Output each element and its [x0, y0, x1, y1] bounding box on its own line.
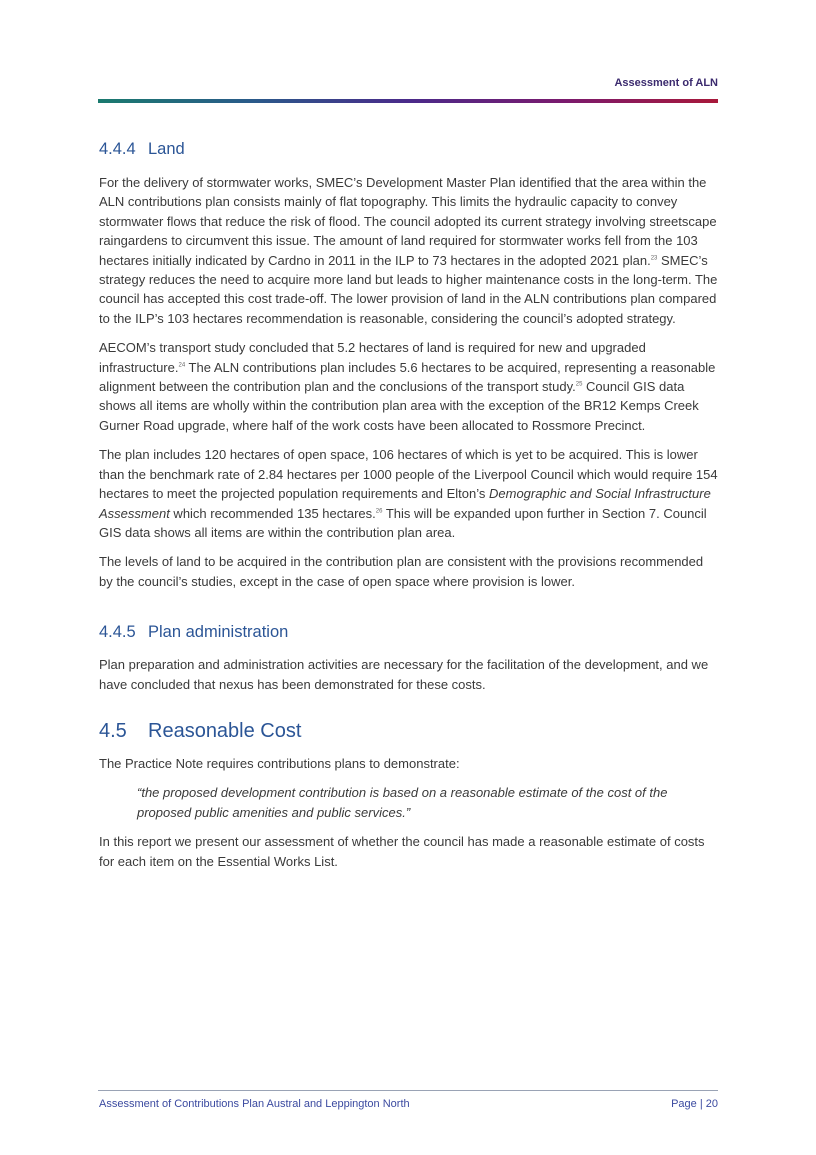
text: For the delivery of stormwater works, SMEC’s Development Master Plan identified that the area within the ALN contributions plan consists mainly of flat topography. This limits the hydraulic capacity to convey stormwater flows that reduce the risk of flood. The council adopted its current strategy involving streetscape raingardens to circumvent this issue. The amount of land required for stormwater works fell from the 103 hectares initially indicated by Cardno in 2011 in the ILP to 73 hectares in the adopted 2021 plan. — [99, 175, 717, 268]
paragraph-report-assessment: In this report we present our assessment of whether the council has made a reasonable estimate of costs for each item on the Essential Works List. — [99, 834, 705, 869]
heading-number: 4.4.5 — [99, 623, 136, 642]
italic-title: Demographic and Social Infrastructure Assessment — [99, 486, 711, 521]
paragraph-land-stormwater — [99, 173, 719, 328]
paragraph-land-conclusion: The levels of land to be acquired in the contribution plan are consistent with the provisions recommended by the council’s studies, except in the case of open space where provision is lower. — [99, 554, 704, 589]
text: The plan includes 120 hectares of open space, 106 hectares of which is yet to be acquired. This is lower than the benchmark rate of 2.84 hectares per 1000 people of the Liverpool Council which would require 154 hectares to meet the projected population requirements and Elton’s — [99, 447, 718, 502]
paragraph-practice-note: The Practice Note requires contributions plans to demonstrate: — [99, 755, 460, 771]
text: which recommended 135 hectares. — [169, 505, 376, 521]
footnote-ref-25[interactable]: 25 — [575, 381, 583, 388]
footnote-ref-24[interactable]: 24 — [178, 362, 186, 369]
heading-title: Reasonable Cost — [148, 719, 302, 742]
heading-title: Plan administration — [148, 623, 289, 642]
heading-4-4-4 — [99, 140, 719, 159]
footnote-ref-26[interactable]: 26 — [375, 508, 383, 515]
footer-document-title: Assessment of Contributions Plan Austral and Leppington North — [99, 1098, 410, 1110]
text: SMEC’s strategy reduces the need to acquire more land but leads to higher maintenance costs in the long-term. The council has accepted this cost trade-off. The lower provision of land in the ALN contributions plan compared to the ILP’s 103 hectares recommendation is reasonable, considering the council’s adopted strategy. — [99, 252, 718, 326]
quote-practice-note: “the proposed development contribution is based on a reasonable estimate of the cost of the proposed public amenities and public services.” — [137, 785, 668, 820]
header-gradient-rule — [98, 99, 718, 103]
heading-title: Land — [148, 140, 185, 158]
paragraph-plan-administration: Plan preparation and administration activities are necessary for the facilitation of the development, and we have concluded that nexus has been demonstrated for these costs. — [99, 657, 709, 692]
footer-page-number: Page | 20 — [671, 1098, 718, 1110]
heading-number: 4.4.4 — [99, 140, 136, 158]
heading-4-4-5 — [99, 623, 719, 642]
heading-number: 4.5 — [99, 719, 127, 742]
text: Council GIS data shows all items are wholly within the contribution plan area with the exception of the BR12 Kemps Creek Gurner Road upgrade, where half of the work costs have been allocated to Rossmore Precinct. — [99, 379, 699, 433]
footnote-ref-23[interactable]: 23 — [650, 255, 658, 262]
paragraph-land-open-space — [99, 445, 719, 542]
footer-rule — [98, 1090, 718, 1091]
text: AECOM’s transport study concluded that 5.2 hectares of land is required for new and upgraded infrastructure. — [99, 340, 646, 375]
running-header: Assessment of ALN — [614, 77, 718, 89]
paragraph-land-transport — [99, 338, 719, 435]
text: The ALN contributions plan includes 5.6 hectares to be acquired, representing a reasonable alignment between the contribution plan and the conclusions of the transport study. — [99, 359, 716, 395]
page-content — [99, 140, 719, 871]
text: This will be expanded upon further in Section 7. Council GIS data shows all items are within the contribution plan area. — [99, 505, 707, 540]
heading-4-5 — [99, 720, 719, 743]
